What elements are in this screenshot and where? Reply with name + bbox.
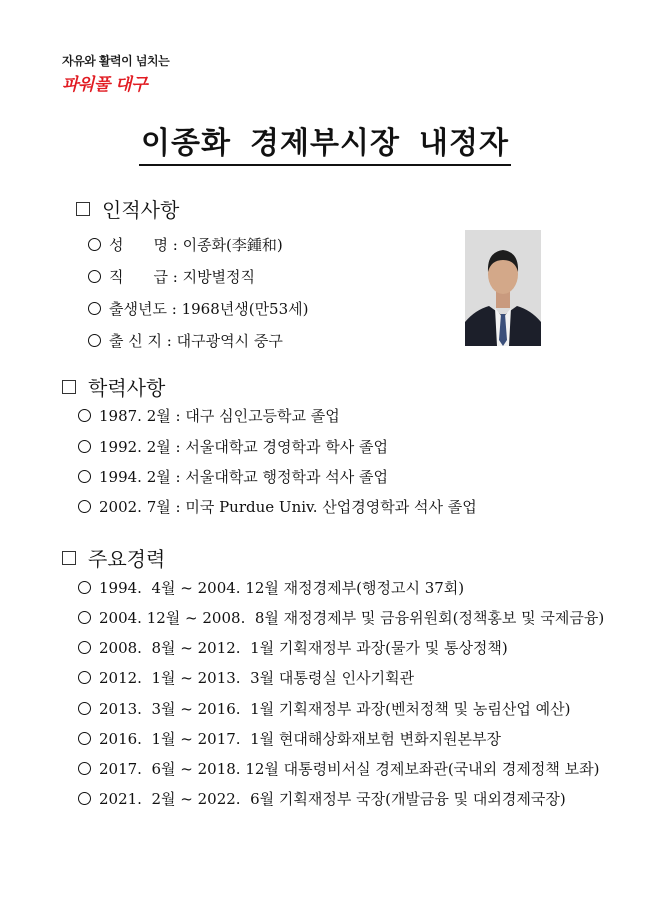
education-row: 1994. 2월 : 서울대학교 행정학과 석사 졸업: [78, 466, 388, 487]
row-label: 직 급: [109, 268, 168, 286]
circle-bullet-icon: [78, 792, 91, 805]
circle-bullet-icon: [78, 611, 91, 624]
personal-row: 직 급 : 지방별정직: [88, 266, 255, 287]
career-row: [78, 758, 599, 779]
education-row: 1987. 2월 : 대구 심인고등학교 졸업: [78, 405, 340, 426]
row-text: 2021. 2월 ~ 2022. 6월 기획재정부 국장(개발금융 및 대외경제국장): [99, 790, 566, 808]
circle-bullet-icon: [78, 702, 91, 715]
career-row: [78, 698, 571, 719]
education-row: 2002. 7월 : 미국 Purdue Univ. 산업경영학과 석사 졸업: [78, 496, 477, 517]
checkbox-square-icon: [76, 202, 90, 216]
section-title: 인적사항: [102, 198, 180, 222]
logo-name: 파워풀 대구: [62, 75, 148, 95]
person-portrait-icon: [465, 230, 541, 346]
personal-row: 성 명 : 이종화(李鍾和): [88, 234, 283, 255]
row-label: 성 명: [109, 236, 168, 254]
row-text: 2016. 1월 ~ 2017. 1월 현대해상화재보험 변화지원본부장: [99, 730, 502, 748]
career-row: [78, 667, 414, 688]
row-text: 서울대학교 행정학과 석사 졸업: [185, 468, 389, 486]
education-row: 1992. 2월 : 서울대학교 경영학과 학사 졸업: [78, 436, 388, 457]
circle-bullet-icon: [88, 270, 101, 283]
row-date: 1994. 2월: [99, 468, 171, 486]
circle-bullet-icon: [78, 671, 91, 684]
row-label: 출생년도: [109, 300, 167, 318]
section-personal-heading: [76, 194, 179, 223]
row-label: 출 신 지: [109, 332, 163, 350]
row-text: 1994. 4월 ~ 2004. 12월 재정경제부(행정고시 37회): [99, 579, 465, 597]
career-row: [78, 788, 566, 809]
section-career-heading: [62, 543, 165, 572]
circle-bullet-icon: [78, 581, 91, 594]
row-text: 대구 심인고등학교 졸업: [185, 407, 340, 425]
personal-row: 출 신 지 : 대구광역시 중구: [88, 330, 283, 351]
career-row: [78, 577, 464, 598]
row-text: 2013. 3월 ~ 2016. 1월 기획재정부 과장(벤처정책 및 농림산업 예산): [99, 700, 571, 718]
circle-bullet-icon: [88, 302, 101, 315]
checkbox-square-icon: [62, 551, 76, 565]
section-title: 학력사항: [88, 376, 166, 400]
circle-bullet-icon: [78, 500, 91, 513]
page-title: 이종화 경제부시장 내정자: [139, 118, 511, 166]
row-value: 지방별정직: [182, 268, 256, 286]
row-text: 2008. 8월 ~ 2012. 1월 기획재정부 과장(물가 및 통상정책): [99, 639, 508, 657]
row-value: 이종화(李鍾和): [182, 236, 283, 254]
personal-row: 출생년도 : 1968년생(만53세): [88, 298, 309, 319]
row-date: 1992. 2월: [99, 438, 171, 456]
section-education-heading: [62, 372, 165, 401]
circle-bullet-icon: [78, 732, 91, 745]
circle-bullet-icon: [78, 641, 91, 654]
circle-bullet-icon: [88, 238, 101, 251]
row-text: 2004. 12월 ~ 2008. 8월 재정경제부 및 금융위원회(정책홍보 및 국제금융): [99, 609, 605, 627]
section-title: 주요경력: [88, 547, 166, 571]
career-row: [78, 637, 508, 658]
circle-bullet-icon: [78, 409, 91, 422]
career-row: [78, 607, 604, 628]
circle-bullet-icon: [78, 470, 91, 483]
row-text: 2012. 1월 ~ 2013. 3월 대통령실 인사기획관: [99, 669, 415, 687]
city-logo: [62, 52, 169, 95]
circle-bullet-icon: [78, 762, 91, 775]
logo-tagline: 자유와 활력이 넘치는: [62, 54, 170, 68]
row-value: 대구광역시 중구: [176, 332, 283, 350]
row-text: 2017. 6월 ~ 2018. 12월 대통령비서실 경제보좌관(국내외 경제정책 보좌): [99, 760, 600, 778]
page-title-wrap: [0, 118, 650, 166]
circle-bullet-icon: [78, 440, 91, 453]
portrait-photo: [465, 230, 541, 346]
row-text: 미국 Purdue Univ. 산업경영학과 석사 졸업: [185, 498, 477, 516]
circle-bullet-icon: [88, 334, 101, 347]
row-date: 2002. 7월: [99, 498, 171, 516]
row-value: 1968년생(만53세): [181, 300, 309, 318]
row-date: 1987. 2월: [99, 407, 171, 425]
row-text: 서울대학교 경영학과 학사 졸업: [185, 438, 389, 456]
checkbox-square-icon: [62, 380, 76, 394]
career-row: [78, 728, 501, 749]
